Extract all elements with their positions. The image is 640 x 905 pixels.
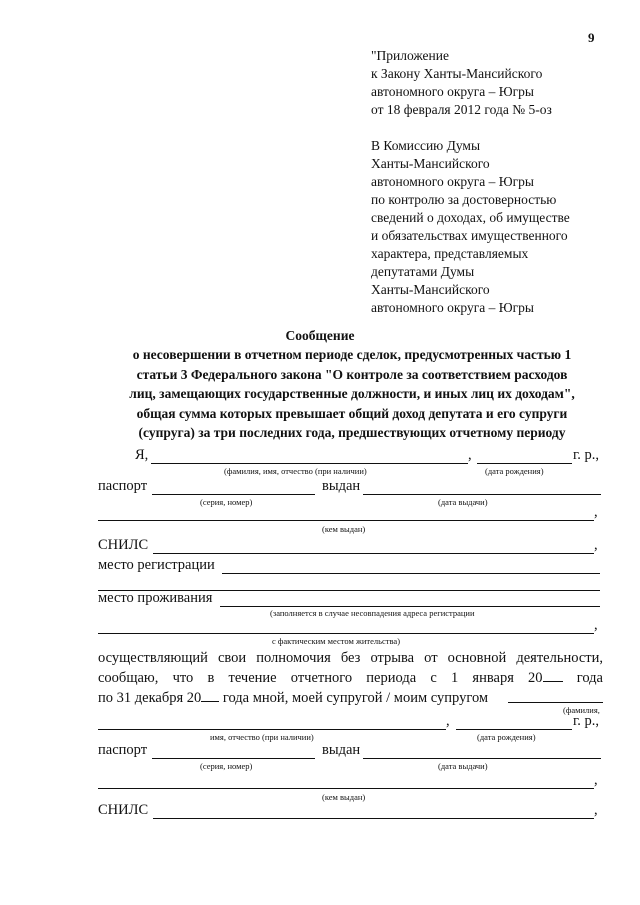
caption-surname: (фамилия,: [563, 705, 600, 715]
spouse-surname-field[interactable]: [508, 702, 603, 703]
residence-field-continuation[interactable]: [98, 633, 594, 634]
subtitle-line: (супруга) за три последних года, предшествующих отчетному периоду: [138, 425, 566, 440]
caption-name-rest: имя, отчество (при наличии): [210, 732, 314, 742]
comma-label: ,: [594, 772, 598, 788]
caption-issue-date: (дата выдачи): [438, 497, 488, 507]
spouse-passport-issued-by-field[interactable]: [98, 788, 594, 789]
statement-text: по 31 декабря 20: [98, 690, 202, 706]
caption-issue-date-2: (дата выдачи): [438, 761, 488, 771]
subtitle-line: статьи 3 Федерального закона "О контроле за соответствием расходов: [136, 366, 568, 382]
spouse-name-field[interactable]: [98, 729, 446, 730]
passport-series-field[interactable]: [152, 494, 315, 495]
gr-label: г. р.,: [573, 447, 600, 463]
spouse-issued-label: выдан: [322, 742, 361, 758]
addressee-line: характера, представляемых: [371, 246, 529, 261]
addressee-line: по контролю за достоверностью: [371, 192, 557, 207]
statement-text: года мной, моей супругой / моим супругом: [222, 690, 489, 706]
appendix-line: "Приложение: [371, 48, 449, 63]
comma-label: ,: [594, 504, 598, 520]
caption-fio: (фамилия, имя, отчество (при наличии): [224, 466, 367, 476]
comma-label: ,: [468, 447, 472, 463]
year-end-field[interactable]: [201, 689, 219, 702]
subtitle-line: лиц, замещающих государственные должности, и иных лиц их доходам",: [129, 386, 575, 401]
statement-text: года: [576, 670, 603, 686]
appendix-line: к Закону Ханты-Мансийского: [371, 66, 543, 81]
passport-label: паспорт: [98, 478, 148, 494]
caption-series: (серия, номер): [200, 497, 253, 507]
addressee-line: депутатами Думы: [371, 264, 475, 279]
addressee-line: и обязательствах имущественного: [371, 228, 568, 243]
spouse-snils-label: СНИЛС: [98, 802, 149, 818]
caption-issued-by: (кем выдан): [322, 524, 366, 534]
spouse-passport-issue-date-field[interactable]: [363, 758, 601, 759]
spouse-snils-field[interactable]: [153, 818, 594, 819]
addressee-line: сведений о доходах, об имуществе: [371, 210, 570, 225]
snils-field[interactable]: [153, 553, 594, 554]
caption-residence-1: (заполняется в случае несовпадения адреса регистрации: [270, 608, 475, 618]
residence-field[interactable]: [220, 606, 600, 607]
document-title: Сообщение: [285, 328, 355, 343]
addressee-line: В Комиссию Думы: [371, 138, 481, 153]
appendix-line: автономного округа – Югры: [371, 84, 534, 99]
appendix-reference: [371, 47, 552, 119]
passport-issue-date-field[interactable]: [363, 494, 601, 495]
comma-label: ,: [594, 617, 598, 633]
snils-label: СНИЛС: [98, 537, 149, 553]
addressee-block: [371, 137, 570, 317]
birth-date-field[interactable]: [477, 463, 572, 464]
statement-line-2: [98, 668, 603, 688]
statement-line-3: [98, 688, 603, 708]
passport-issued-by-field[interactable]: [98, 520, 594, 521]
spouse-passport-label: паспорт: [98, 742, 148, 758]
subtitle-line: о несовершении в отчетном периоде сделок, предусмотренных частью 1: [132, 347, 572, 362]
issued-label: выдан: [322, 478, 361, 494]
ya-label: Я,: [135, 447, 149, 463]
addressee-line: Ханты-Мансийского: [371, 156, 490, 171]
spouse-passport-series-field[interactable]: [152, 758, 315, 759]
document-subtitle: [92, 345, 612, 443]
year-start-field[interactable]: [543, 669, 563, 682]
subtitle-line: общая сумма которых превышает общий доход депутата и его супруги: [136, 405, 568, 421]
residence-label: место проживания: [98, 590, 213, 606]
appendix-line: от 18 февраля 2012 года № 5-оз: [371, 102, 552, 117]
caption-series-2: (серия, номер): [200, 761, 253, 771]
addressee-line: Ханты-Мансийского: [371, 282, 490, 297]
caption-residence-2: с фактическим местом жительства): [272, 636, 401, 646]
comma-label: ,: [594, 537, 598, 553]
fio-field[interactable]: [151, 463, 468, 464]
caption-issued-by-2: (кем выдан): [322, 792, 366, 802]
registration-label: место регистрации: [98, 557, 215, 573]
caption-birth-date: (дата рождения): [485, 466, 544, 476]
gr-label: г. р.,: [573, 713, 600, 729]
registration-field[interactable]: [222, 573, 600, 574]
comma-label: ,: [446, 713, 450, 729]
statement-text: сообщаю, что в течение отчетного периода с 1 января 20: [98, 670, 543, 686]
comma-label: ,: [594, 802, 598, 818]
page-number: 9: [588, 30, 595, 45]
statement-line-1: осуществляющий свои полномочия без отрыва от основной деятельности,: [98, 650, 603, 666]
addressee-line: автономного округа – Югры: [371, 174, 534, 189]
caption-birth-date-2: (дата рождения): [477, 732, 536, 742]
addressee-line: автономного округа – Югры: [371, 300, 534, 315]
spouse-birth-date-field[interactable]: [456, 729, 572, 730]
statement-paragraph: [98, 648, 603, 708]
